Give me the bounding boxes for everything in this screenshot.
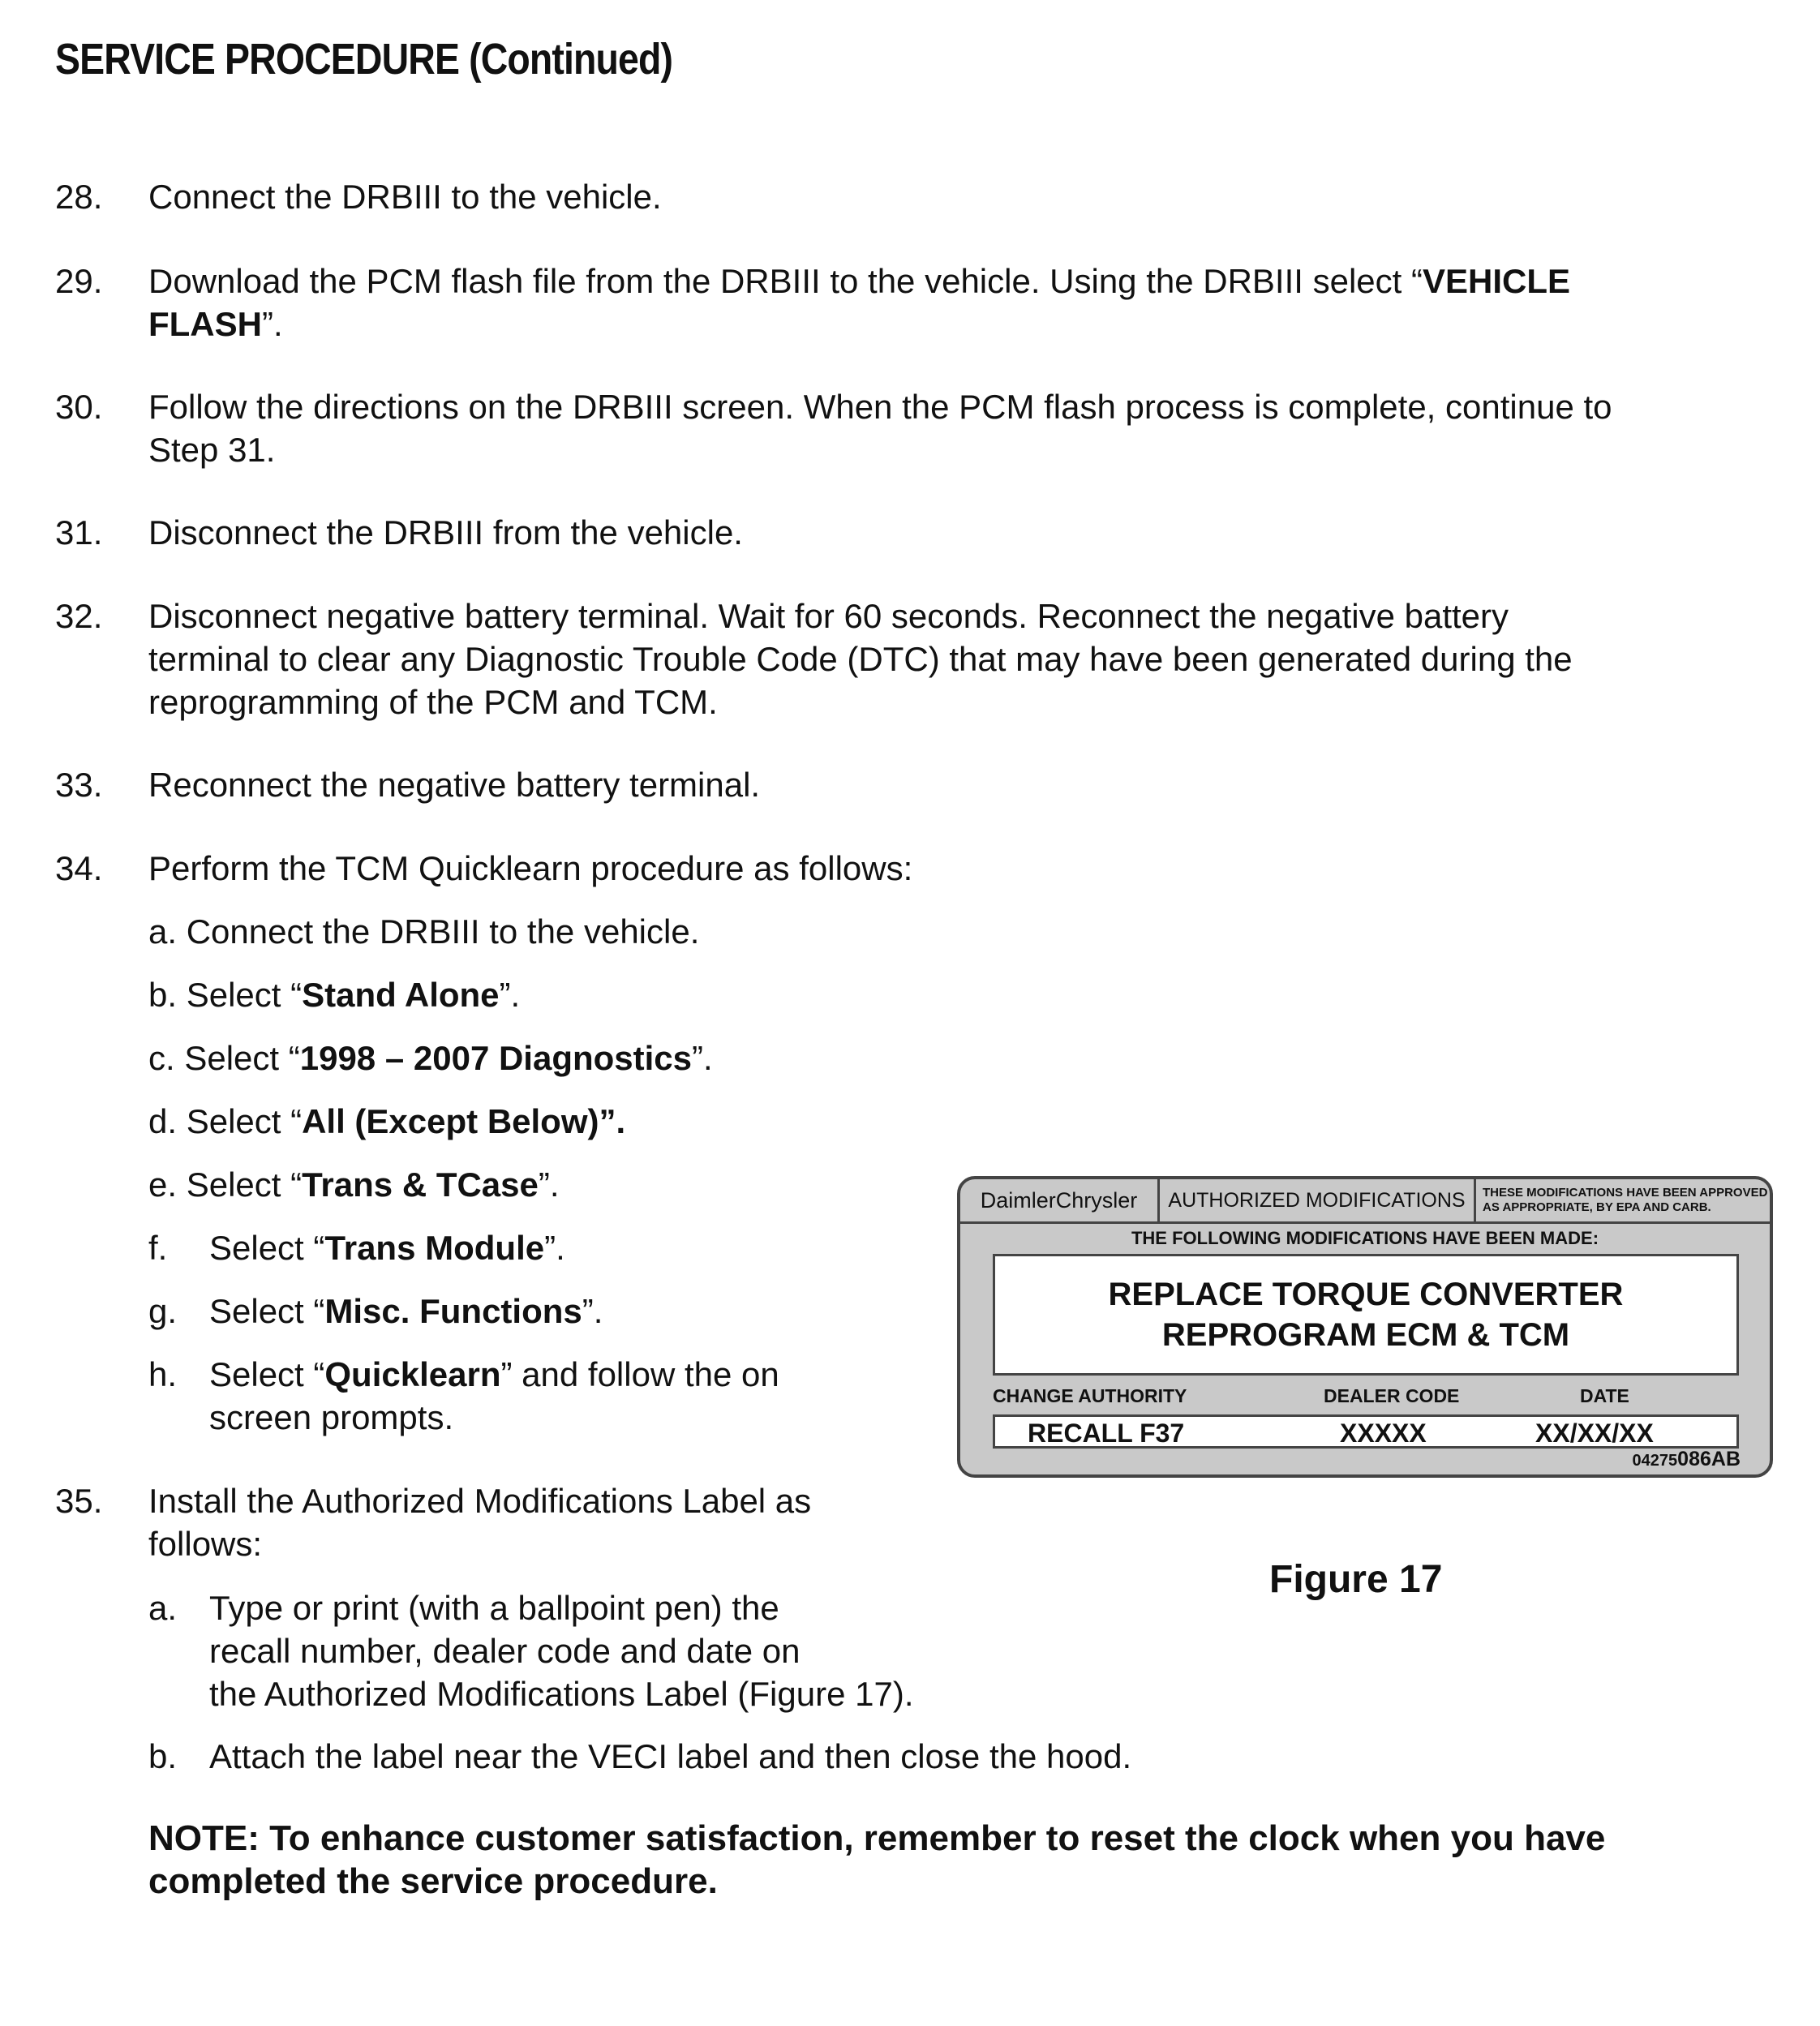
sub-step: d. Select “All (Except Below)”.: [148, 1102, 626, 1140]
page-title: SERVICE PROCEDURE (Continued): [55, 35, 673, 84]
sub-step-letter: h.: [148, 1355, 178, 1393]
sub-step: Attach the label near the VECI label and then close the hood.: [209, 1737, 1132, 1775]
label-value-dealer: XXXXX: [1340, 1419, 1427, 1448]
label-header-row: [960, 1179, 1770, 1224]
sub-step: Select “Quicklearn” and follow the on screen prompts.: [209, 1355, 779, 1436]
step-number: 32.: [55, 597, 103, 635]
figure-caption: Figure 17: [1269, 1558, 1443, 1601]
step-text: Perform the TCM Quicklearn procedure as follows:: [148, 849, 913, 887]
step-text: Install the Authorized Modifications Label as follows:: [148, 1482, 812, 1563]
step-text: Disconnect negative battery terminal. Wait for 60 seconds. Reconnect the negative battery terminal to clear any Diagnostic Trouble Code (DTC) that may have been generated during the reprogramming of the PCM and TCM.: [148, 597, 1573, 721]
step-number: 33.: [55, 766, 103, 804]
step-number: 34.: [55, 849, 103, 887]
label-col-authority: CHANGE AUTHORITY: [993, 1385, 1187, 1406]
sub-step-letter: g.: [148, 1292, 178, 1330]
step-number: 31.: [55, 513, 103, 552]
note: NOTE: To enhance customer satisfaction, remember to reset the clock when you have completed the service procedure.: [148, 1818, 1606, 1901]
label-part-number: 04275086AB: [1632, 1448, 1741, 1470]
label-heading: AUTHORIZED MODIFICATIONS: [1160, 1179, 1476, 1221]
step-text: Reconnect the negative battery terminal.: [148, 766, 761, 804]
sub-step: e. Select “Trans & TCase”.: [148, 1165, 560, 1204]
step-text: Connect the DRBIII to the vehicle.: [148, 178, 662, 216]
label-following-text: THE FOLLOWING MODIFICATIONS HAVE BEEN MADE:: [1131, 1228, 1599, 1248]
sub-step: Select “Trans Module”.: [209, 1229, 565, 1267]
step-text: Download the PCM flash file from the DRBIII to the vehicle. Using the DRBIII select “VEHICLE FLASH”.: [148, 262, 1571, 343]
label-modifications-box: REPLACE TORQUE CONVERTER REPROGRAM ECM & TCM: [993, 1254, 1739, 1376]
step-number: 35.: [55, 1482, 103, 1520]
label-brand: DaimlerChrysler: [960, 1179, 1160, 1221]
step-number: 29.: [55, 262, 103, 300]
sub-step: Select “Misc. Functions”.: [209, 1292, 603, 1330]
sub-step: Type or print (with a ballpoint pen) the recall number, dealer code and date on the Authorized Modifications Label (Figure 17).: [209, 1589, 914, 1713]
sub-step-letter: f.: [148, 1229, 168, 1267]
label-col-date: DATE: [1580, 1385, 1629, 1406]
sub-step: a. Connect the DRBIII to the vehicle.: [148, 912, 700, 951]
step-number: 30.: [55, 388, 103, 426]
step-number: 28.: [55, 178, 103, 216]
sub-step-letter: b.: [148, 1737, 178, 1775]
sub-step-letter: a.: [148, 1589, 178, 1627]
label-value-authority: RECALL F37: [1028, 1419, 1185, 1448]
step-text: Disconnect the DRBIII from the vehicle.: [148, 513, 743, 552]
label-col-dealer: DEALER CODE: [1324, 1385, 1460, 1406]
label-value-date: XX/XX/XX: [1535, 1419, 1654, 1448]
sub-step: c. Select “1998 – 2007 Diagnostics”.: [148, 1039, 713, 1077]
authorized-modifications-label: [957, 1176, 1773, 1478]
label-approval-note: THESE MODIFICATIONS HAVE BEEN APPROVED AS APPROPRIATE, BY EPA AND CARB.: [1483, 1186, 1768, 1214]
step-text: Follow the directions on the DRBIII screen. When the PCM flash process is complete, continue to Step 31.: [148, 388, 1612, 469]
label-values-box: [993, 1414, 1739, 1449]
sub-step: b. Select “Stand Alone”.: [148, 976, 521, 1014]
